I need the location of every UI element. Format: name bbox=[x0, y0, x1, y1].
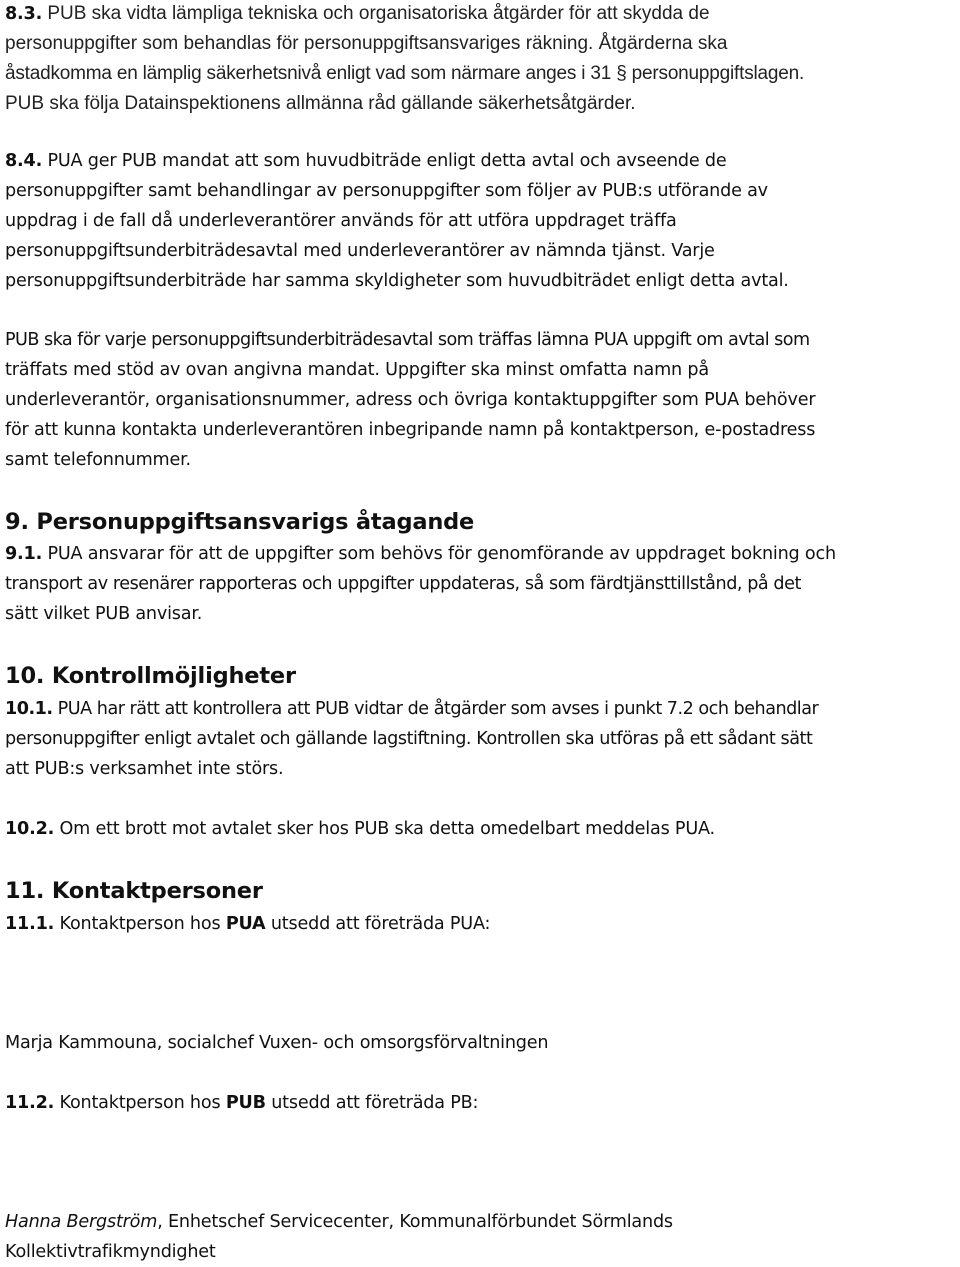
contact-title: , Enhetschef Servicecenter, Kommunalförbundet Sörmlands bbox=[157, 1212, 673, 1232]
text: utsedd att företräda PB: bbox=[265, 1093, 479, 1113]
paragraph-line: PUB ska vidta lämpliga tekniska och organisatoriska åtgärder för att skydda de bbox=[42, 3, 710, 24]
contact-person-pub bbox=[5, 1207, 957, 1267]
section-8-3 bbox=[5, 0, 957, 119]
heading-section-10: 10. Kontrollmöjligheter bbox=[5, 663, 296, 689]
paragraph-line: PUA har rätt att kontrollera att PUB vidtar de åtgärder som avses i punkt 7.2 och behandlar bbox=[52, 699, 819, 719]
section-number: 11.1. bbox=[5, 914, 55, 934]
section-number: 11.2. bbox=[5, 1093, 55, 1113]
heading-section-11: 11. Kontaktpersoner bbox=[5, 878, 263, 904]
paragraph-line: transport av resenärer rapporteras och uppgifter uppdateras, så som färdtjänsttillstånd, på det bbox=[5, 574, 801, 594]
bold-party: PUA bbox=[225, 914, 266, 934]
heading-section-9: 9. Personuppgiftsansvarigs åtagande bbox=[5, 509, 475, 535]
paragraph-line: personuppgiftsunderbiträde har samma skyldigheter som huvudbiträdet enligt detta avtal. bbox=[5, 271, 789, 291]
paragraph-pub-mandate bbox=[5, 325, 957, 475]
section-8-4 bbox=[5, 146, 957, 296]
text: utsedd att företräda PUA: bbox=[265, 914, 491, 934]
section-10-1 bbox=[5, 694, 957, 784]
bold-party: PUB bbox=[225, 1093, 266, 1113]
text: Kontaktperson hos bbox=[54, 1093, 226, 1113]
paragraph-line: att PUB:s verksamhet inte störs. bbox=[5, 759, 284, 779]
contact-person-pua: Marja Kammouna, socialchef Vuxen- och omsorgsförvaltningen bbox=[5, 1033, 549, 1053]
paragraph-line: Om ett brott mot avtalet sker hos PUB ska detta omedelbart meddelas PUA. bbox=[54, 819, 715, 839]
section-10-2 bbox=[5, 814, 957, 844]
paragraph-line: samt telefonnummer. bbox=[5, 450, 191, 470]
contact-organisation: Kollektivtrafikmyndighet bbox=[5, 1242, 216, 1262]
paragraph-line: åstadkomma en lämplig säkerhetsnivå enligt vad som närmare anges i 31 § personuppgiftslagen. bbox=[5, 63, 805, 84]
section-11-2 bbox=[5, 1088, 957, 1118]
paragraph-line: personuppgifter som behandlas för personuppgiftsansvariges räkning. Åtgärderna ska bbox=[5, 33, 728, 54]
section-11-1 bbox=[5, 909, 957, 939]
text: Kontaktperson hos bbox=[54, 914, 226, 934]
paragraph-line: underleverantör, organisationsnummer, adress och övriga kontaktuppgifter som PUA behöver bbox=[5, 390, 816, 410]
section-number: 9.1. bbox=[5, 544, 43, 564]
paragraph-line: för att kunna kontakta underleverantören inbegripande namn på kontaktperson, e-postadress bbox=[5, 420, 816, 440]
paragraph-line: uppdrag i de fall då underleverantörer används för att utföra uppdraget träffa bbox=[5, 211, 677, 231]
paragraph-line: PUB ska för varje personuppgiftsunderbiträdesavtal som träffas lämna PUA uppgift om avtal som bbox=[5, 330, 810, 350]
section-9-1 bbox=[5, 539, 957, 629]
paragraph-line: träffats med stöd av ovan angivna mandat. Uppgifter ska minst omfatta namn på bbox=[5, 360, 709, 380]
paragraph-line: sätt vilket PUB anvisar. bbox=[5, 604, 203, 624]
contact-name: Hanna Bergström bbox=[5, 1212, 158, 1232]
section-number: 10.1. bbox=[5, 699, 53, 719]
paragraph-line: personuppgifter enligt avtalet och gällande lagstiftning. Kontrollen ska utföras på ett sådant sätt bbox=[5, 729, 813, 749]
paragraph-line: personuppgifter samt behandlingar av personuppgifter som följer av PUB:s utförande av bbox=[5, 181, 768, 201]
paragraph-line: PUB ska följa Datainspektionens allmänna råd gällande säkerhetsåtgärder. bbox=[5, 93, 636, 114]
section-number: 8.4. bbox=[5, 151, 43, 171]
section-number: 10.2. bbox=[5, 819, 55, 839]
paragraph-line: PUA ansvarar för att de uppgifter som behövs för genomförande av uppdraget bokning och bbox=[42, 544, 836, 564]
paragraph-line: PUA ger PUB mandat att som huvudbiträde enligt detta avtal och avseende de bbox=[42, 151, 727, 171]
paragraph-line: personuppgiftsunderbiträdesavtal med underleverantörer av nämnda tjänst. Varje bbox=[5, 241, 715, 261]
section-number: 8.3. bbox=[5, 4, 43, 24]
